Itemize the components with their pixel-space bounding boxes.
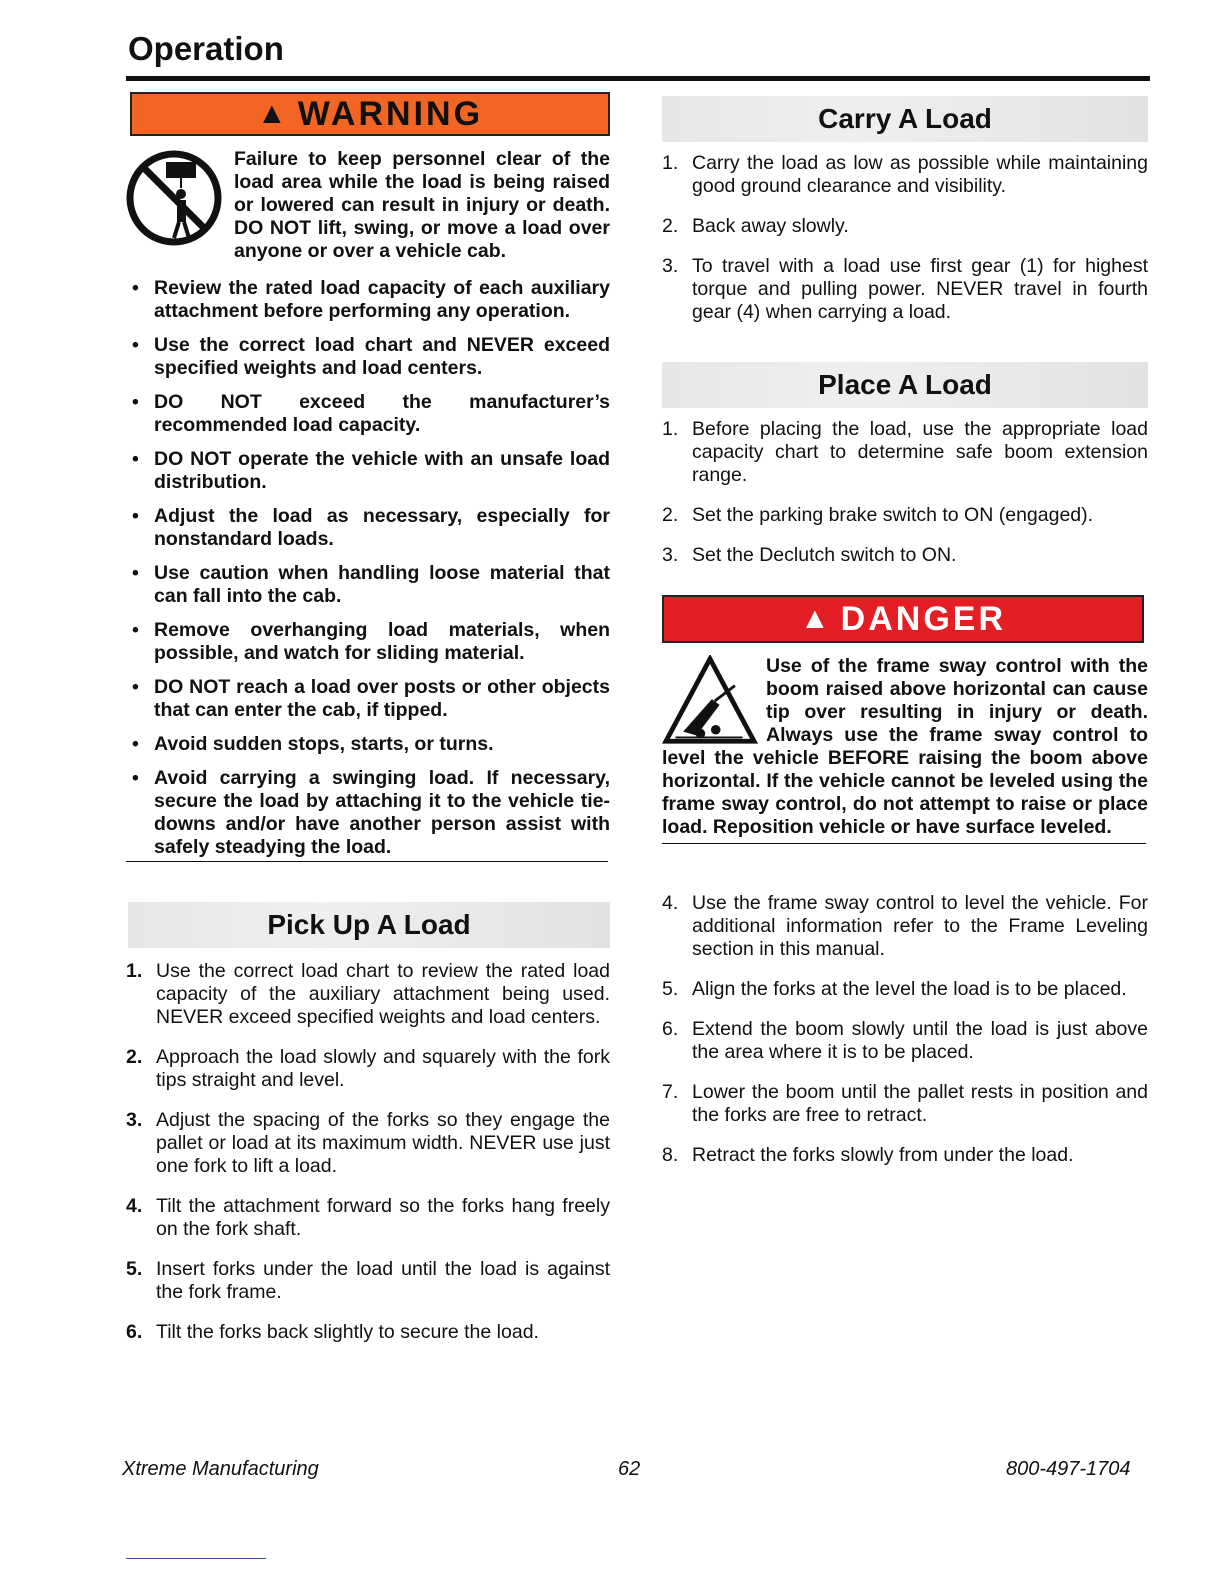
footer-company: Xtreme Manufacturing <box>122 1458 319 1480</box>
warning-end-rule <box>126 861 608 862</box>
danger-message <box>662 655 1148 839</box>
danger-text: Use of the frame sway control with the boom raised above horizontal can cause tip over resulting in injury or death. Always use the frame sway control to level the vehicle BEFORE raising the boom above horizontal. If the vehicle cannot be leveled using the frame sway control, do not attempt to raise or place load. Reposition vehicle or have surface leveled. <box>662 655 1148 838</box>
list-item: 1. Use the correct load chart to review the rated load capacity of the auxiliary attachment being used. NEVER exceed specified weights and load centers. <box>126 960 610 1028</box>
danger-banner <box>662 595 1144 643</box>
list-item: 1. Before placing the load, use the appropriate load capacity chart to determine safe boom extension range. <box>662 418 1148 486</box>
pick-up-load-header: Pick Up A Load <box>128 902 610 948</box>
footer-page-number: 62 <box>618 1458 641 1480</box>
place-steps <box>662 418 1148 567</box>
list-item: • DO NOT exceed the manufacturer’s recommended load capacity. <box>132 391 610 436</box>
list-item: • DO NOT reach a load over posts or other objects that can enter the cab, if tipped. <box>132 676 610 721</box>
list-item: 5. Align the forks at the level the load is to be placed. <box>662 978 1127 1000</box>
warning-bullet-list <box>126 277 610 859</box>
list-item: • Use the correct load chart and NEVER exceed specified weights and load centers. <box>132 334 610 379</box>
place-steps-continued <box>662 892 1148 1167</box>
right-column <box>662 92 1148 1184</box>
list-item: 3. To travel with a load use first gear (1) for highest torque and pulling power. NEVER travel in fourth gear (4) when carrying a load. <box>662 255 1148 323</box>
list-item: • Avoid sudden stops, starts, or turns. <box>132 733 494 755</box>
warning-triangle-icon: ▲ <box>256 97 290 130</box>
footer-phone: 800-497-1704 <box>1006 1458 1131 1480</box>
carry-steps <box>662 152 1148 324</box>
title-rule <box>126 76 1150 81</box>
warning-label: WARNING <box>297 94 484 133</box>
list-item: 3. Set the Declutch switch to ON. <box>662 544 957 566</box>
list-item: 2. Approach the load slowly and squarely with the fork tips straight and level. <box>126 1046 610 1091</box>
list-item: 2. Set the parking brake switch to ON (engaged). <box>662 504 1094 526</box>
list-item: • Use caution when handling loose material that can fall into the cab. <box>132 562 610 607</box>
page-title: Operation <box>128 30 284 67</box>
list-item: 8. Retract the forks slowly from under the load. <box>662 1144 1074 1166</box>
list-item: 7. Lower the boom until the pallet rests in position and the forks are free to retract. <box>662 1081 1148 1126</box>
bottom-rule <box>126 1558 266 1559</box>
danger-end-rule <box>662 843 1146 844</box>
list-item: • Avoid carrying a swinging load. If necessary, secure the load by attaching it to the vehicle tie-downs and/or have another person assist with safely steadying the load. <box>132 767 610 858</box>
danger-triangle-icon: ▲ <box>799 602 833 635</box>
list-item: 3. Adjust the spacing of the forks so they engage the pallet or load at its maximum width. NEVER use just one fork to lift a load. <box>126 1109 610 1177</box>
danger-label: DANGER <box>840 599 1007 638</box>
list-item: 4. Use the frame sway control to level the vehicle. For additional information refer to the Frame Leveling section in this manual. <box>662 892 1148 960</box>
place-load-header: Place A Load <box>662 362 1148 408</box>
warning-text: Failure to keep personnel clear of the load area while the load is being raised or lowered can result in injury or death. DO NOT lift, swing, or move a load over anyone or over a vehicle cab. <box>234 148 610 262</box>
list-item: • Review the rated load capacity of each auxiliary attachment before performing any operation. <box>132 277 610 322</box>
list-item: 6. Extend the boom slowly until the load is just above the area where it is to be placed. <box>662 1018 1148 1063</box>
list-item: 6. Tilt the forks back slightly to secure the load. <box>126 1321 539 1343</box>
warning-banner <box>130 92 610 136</box>
list-item: 5. Insert forks under the load until the load is against the fork frame. <box>126 1258 610 1303</box>
list-item: • Remove overhanging load materials, when possible, and watch for sliding material. <box>132 619 610 664</box>
list-item: • Adjust the load as necessary, especially for nonstandard loads. <box>132 505 610 550</box>
tip-over-hazard-icon <box>662 655 758 747</box>
no-personnel-under-load-icon <box>126 148 226 248</box>
carry-load-header: Carry A Load <box>662 96 1148 142</box>
list-item: 2. Back away slowly. <box>662 215 849 237</box>
pick-up-steps <box>126 960 610 1344</box>
list-item: 1. Carry the load as low as possible while maintaining good ground clearance and visibility. <box>662 152 1148 197</box>
warning-message <box>126 148 610 263</box>
list-item: • DO NOT operate the vehicle with an unsafe load distribution. <box>132 448 610 493</box>
list-item: 4. Tilt the attachment forward so the forks hang freely on the fork shaft. <box>126 1195 610 1240</box>
left-column <box>126 92 610 1361</box>
